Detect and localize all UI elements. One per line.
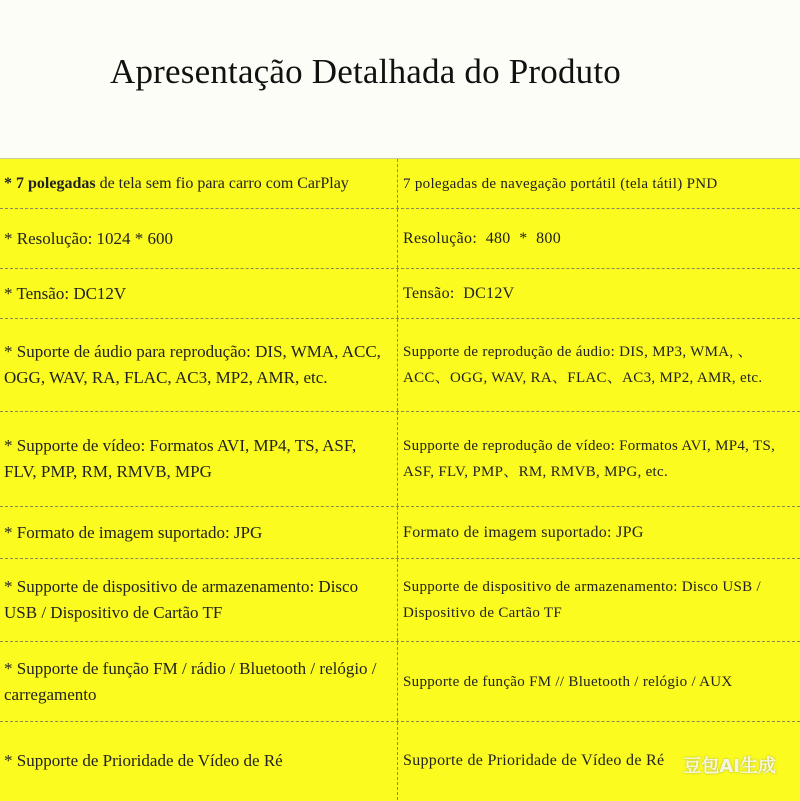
right-cell xyxy=(398,159,800,208)
left-cell-text: * Tensão: DC12V xyxy=(4,283,127,303)
spec-table xyxy=(0,158,800,801)
left-cell xyxy=(0,159,398,208)
left-cell-text: * Supporte de dispositivo de armazenamento: Disco USB / Dispositivo de Cartão TF xyxy=(4,577,359,622)
right-cell xyxy=(398,269,800,318)
right-cell-text: Supporte de reprodução de áudio: DIS, MP3, WMA, 、ACC、OGG, WAV, RA、FLAC、AC3, MP2, AMR, etc. xyxy=(403,344,763,386)
table-row xyxy=(0,319,800,412)
right-cell xyxy=(398,412,800,506)
left-cell xyxy=(0,209,398,268)
table-row xyxy=(0,507,800,559)
table-row xyxy=(0,722,800,800)
left-cell-text: * Supporte de função FM / rádio / Bluetooth / relógio / carregamento xyxy=(4,658,377,704)
right-cell-text: Supporte de dispositivo de armazenamento: Disco USB / Dispositivo de Cartão TF xyxy=(403,579,761,621)
watermark: 豆包AI生成 xyxy=(683,756,776,777)
left-cell xyxy=(0,642,398,721)
page-title: Apresentação Detalhada do Produto xyxy=(110,52,622,91)
left-cell-text: de tela sem fio para carro com CarPlay xyxy=(95,174,349,192)
right-cell-text: Supporte de Prioridade de Vídeo de Ré xyxy=(403,752,665,769)
left-cell xyxy=(0,412,398,506)
right-cell-text: Resolução: 480 * 800 xyxy=(403,229,561,247)
table-row xyxy=(0,642,800,722)
table-row xyxy=(0,559,800,642)
left-cell xyxy=(0,559,398,641)
table-row xyxy=(0,159,800,209)
right-cell xyxy=(398,559,800,641)
right-cell-text: Supporte de reprodução de vídeo: Formatos AVI, MP4, TS, ASF, FLV, PMP、RM, RMVB, MPG, etc. xyxy=(403,438,776,480)
right-cell xyxy=(398,507,800,558)
right-cell xyxy=(398,319,800,411)
left-cell-text: * Supporte de vídeo: Formatos AVI, MP4, TS, ASF, FLV, PMP, RM, RMVB, MPG xyxy=(4,436,357,481)
left-cell-text: * Formato de imagem suportado: JPG xyxy=(4,522,263,542)
left-cell-text: * Resolução: 1024 * 600 xyxy=(4,228,174,248)
right-cell-text: Formato de imagem suportado: JPG xyxy=(403,523,644,541)
left-cell xyxy=(0,507,398,558)
left-cell xyxy=(0,319,398,411)
right-cell xyxy=(398,209,800,268)
table-row xyxy=(0,209,800,269)
table-row xyxy=(0,269,800,319)
left-cell-bold: * 7 polegadas xyxy=(4,174,96,192)
left-cell-text: * Suporte de áudio para reprodução: DIS, WMA, ACC, OGG, WAV, RA, FLAC, AC3, MP2, AMR, etc. xyxy=(4,342,381,387)
right-cell-text: Supporte de função FM // Bluetooth / relógio / AUX xyxy=(403,673,733,690)
table-row xyxy=(0,412,800,507)
right-cell-text: 7 polegadas de navegação portátil (tela tátil) PND xyxy=(403,175,718,192)
left-cell xyxy=(0,722,398,800)
right-cell xyxy=(398,642,800,721)
left-cell-text: * Supporte de Prioridade de Vídeo de Ré xyxy=(4,751,283,770)
right-cell-text: Tensão: DC12V xyxy=(403,284,515,302)
left-cell xyxy=(0,269,398,318)
